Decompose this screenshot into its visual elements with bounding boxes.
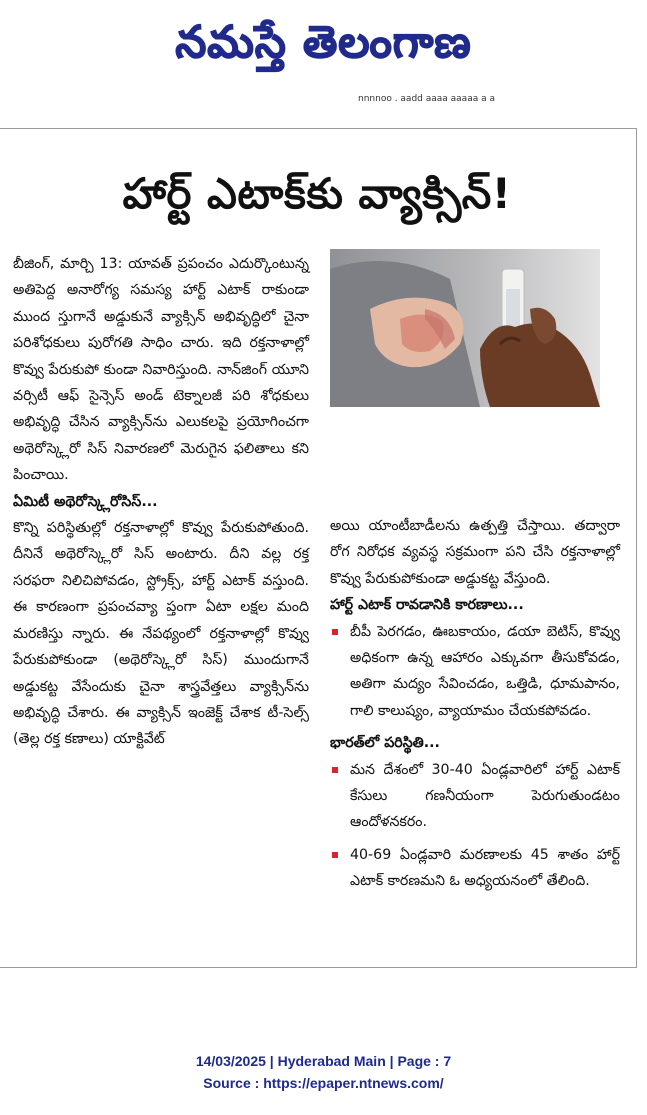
article-headline: హార్ట్ ఎటాక్‌కు వ్యాక్సిన్! bbox=[122, 169, 512, 218]
subhead-causes: హార్ట్ ఎటాక్ రావడానికి కారణాలు... bbox=[330, 597, 524, 614]
subhead-india-situation: భారత్‌లో పరిస్థితి... bbox=[330, 735, 440, 752]
article-column-right bbox=[330, 513, 620, 901]
heart-attack-vaccine-photo bbox=[330, 249, 600, 407]
footer-source-link[interactable]: Source : https://epaper.ntnews.com/ bbox=[203, 1075, 444, 1091]
footer-edition-info: 14/03/2025 | Hyderabad Main | Page : 7 bbox=[195, 1053, 452, 1069]
masthead-logo-text: నమస్తే తెలంగాణ bbox=[175, 17, 472, 68]
bullet-item bbox=[330, 757, 620, 836]
article-box bbox=[0, 128, 637, 968]
article-paragraph: కొన్ని పరిస్థితుల్లో రక్తనాళాల్లో కొవ్వు పేరుకుపోతుంది. దీనినే అథెరోస్క్లెరో సిస్ అంటారు. దీని వల్ల రక్త సరఫరా నిలిచిపోవడం, స్ట్రోక్స్, హార్ట్ ఎటాక్ వస్తుంది. ఈ కారణంగా ప్రపంచవ్యా ప్తంగా ఏటా లక్షల మంది మరణిస్తు న్నారు. ఈ నేపథ్యంలో రక్తనాళాల్లో కొవ్వు పేరుకుపోకుండా (అథెరోస్క్లెరో సిస్) ముందుగానే అడ్డుకట్ట వేసేందుకు చైనా శాస్త్రవేత్తలు వ్యాక్సిన్‌ను అభివృద్ధి చేశారు. ఈ వ్యాక్సిన్ ఇంజెక్ట్ చేశాక టీ-సెల్స్ (తెల్ల రక్త కణాలు) యాక్టివేట్ bbox=[13, 520, 309, 748]
masthead bbox=[0, 8, 647, 78]
article-photo bbox=[330, 249, 600, 407]
bullet-text: 40-69 ఏండ్లవారి మరణాలకు 45 శాతం హార్ట్ ఎటాక్ కారణమని ఓ అధ్యయనంలో తేలింది. bbox=[350, 846, 620, 890]
article-lead-paragraph: బీజింగ్, మార్చి 13: యావత్ ప్రపంచం ఎదుర్కొంటున్న అతిపెద్ద అనారోగ్య సమస్య హార్ట్ ఎటాక్ రాకుండా ముంద స్తుగానే అడ్డుకునే వ్యాక్సిన్ అభివృద్ధిలో చైనా పరిశోధకులు పురోగతి సాధిం చారు. ఇది రక్తనాళాల్లో కొవ్వు పేరుకుపో కుండా నివారిస్తుంది. నాన్‌జింగ్ యూని వర్సిటీ ఆఫ్ సైన్సెస్ అండ్ టెక్నాలజీ పరి శోధకులు అభివృద్ధి చేసిన వ్యాక్సిన్‌ను ఎలుకలపై ప్రయోగించగా అథెరోస్క్లెరో సిస్ నివారణలో మెరుగైన ఫలితాలు కని పించాయి. bbox=[13, 256, 309, 484]
bullet-item bbox=[330, 842, 620, 895]
subhead-atherosclerosis: ఏమిటీ అథెరోస్క్లెరోసిస్... bbox=[13, 493, 158, 510]
bullet-text: బీపీ పెరగడం, ఊబకాయం, డయా బెటిస్, కొవ్వు అధికంగా ఉన్న ఆహారం ఎక్కువగా తీసుకోవడం, అతిగా మద్యం సేవించడం, ఒత్తిడి, ధూమపానం, గాలి కాలుష్యం, వ్యాయామం చేయకపోవడం. bbox=[350, 623, 620, 719]
bullet-square-icon bbox=[332, 629, 338, 635]
article-paragraph: అయి యాంటీబాడీలను ఉత్పత్తి చేస్తాయి. తద్వారా రోగ నిరోధక వ్యవస్థ సక్రమంగా పని చేసి రక్తనాళాల్లో కొవ్వు పేరుకుపోకుండా అడ్డుకట్ట వేస్తుంది. bbox=[330, 518, 620, 587]
bullet-square-icon bbox=[332, 767, 338, 773]
bullet-square-icon bbox=[332, 852, 338, 858]
bullet-text: మన దేశంలో 30-40 ఏండ్లవారిలో హార్ట్ ఎటాక్ కేసులు గణనీయంగా పెరుగుతుండటం ఆందోళనకరం. bbox=[350, 761, 620, 831]
article-column-left bbox=[13, 251, 309, 753]
bullet-item bbox=[330, 619, 620, 725]
masthead-cut-text-strip: nnnnoo . aadd aaaa aaaaa a a bbox=[358, 94, 495, 104]
